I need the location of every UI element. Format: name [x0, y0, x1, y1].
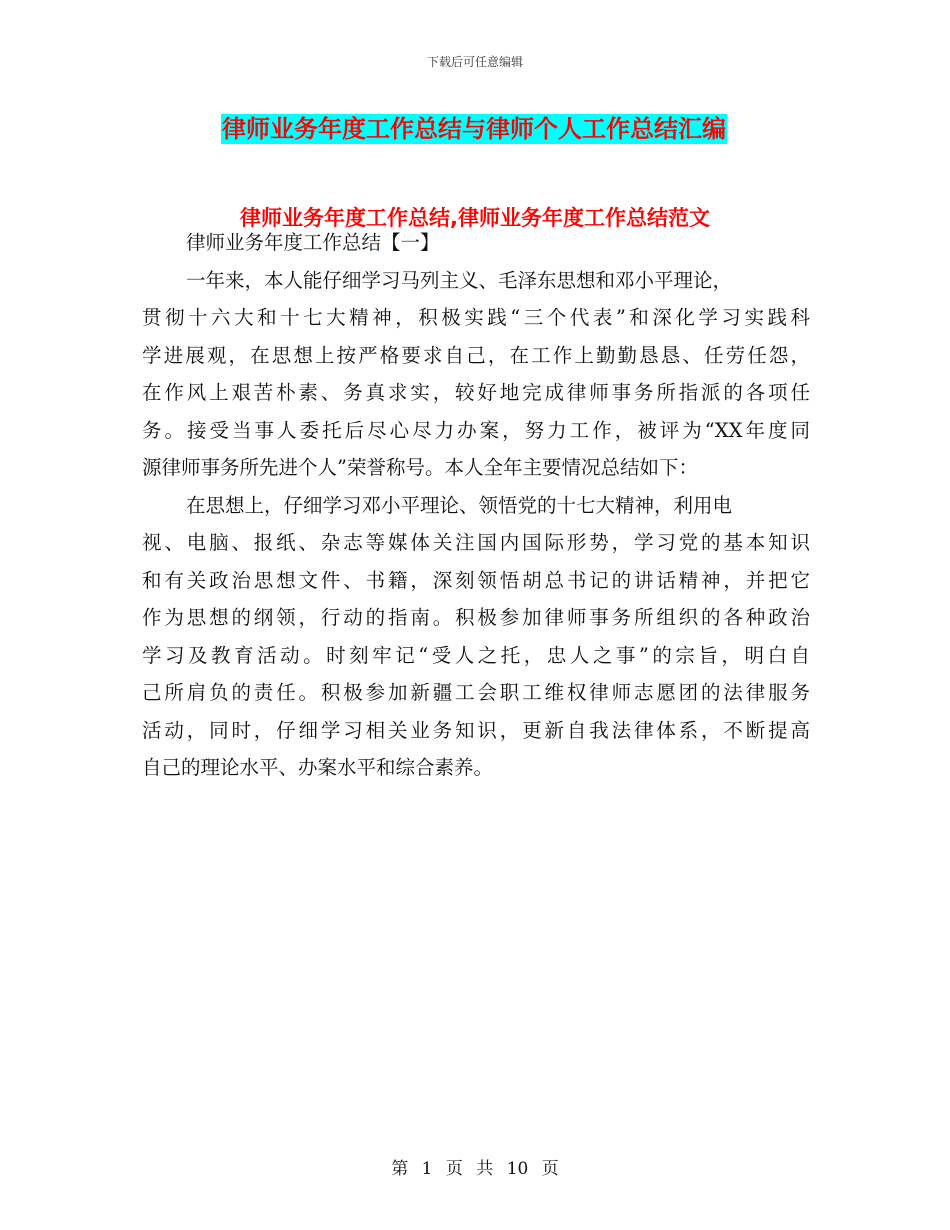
paragraph-2-line: 自己的理论水平、办案水平和综合素养。 [142, 756, 494, 779]
paragraph-2-line: 学习及教育活动。时刻牢记“受人之托，忠人之事”的宗旨，明白自 [142, 643, 810, 667]
header-note: 下载后可任意编辑 [426, 55, 523, 69]
paragraph-2-line: 活动，同时，仔细学习相关业务知识，更新自我法律体系，不断提高 [142, 718, 810, 742]
paragraph-1-line: 贯彻十六大和十七大精神，积极实践“三个代表”和深化学习实践科 [142, 306, 810, 329]
page-footer: 第 1 页 共 10 页 [391, 1159, 559, 1179]
section-title: 律师业务年度工作总结,律师业务年度工作总结范文 [240, 206, 710, 230]
paragraph-1-line: 源律师事务所先进个人”荣誉称号。本人全年主要情况总结如下： [142, 456, 698, 479]
paragraph-1-line: 务。接受当事人委托后尽心尽力办案，努力工作，被评为“XX年度同 [142, 418, 810, 442]
paragraph-1 [142, 262, 810, 487]
document-body [142, 224, 810, 787]
paragraph-2-line: 和有关政治思想文件、书籍，深刻领悟胡总书记的讲话精神，并把它 [142, 568, 810, 592]
paragraph-1-line: 学进展观，在思想上按严格要求自己，在工作上勤勤恳恳、任劳任怨， [142, 343, 810, 367]
paragraph-1-line: 一年来，本人能仔细学习马列主义、毛泽东思想和邓小平理论， [186, 268, 733, 292]
paragraph-2-line: 在思想上，仔细学习邓小平理论、领悟党的十七大精神，利用电 [186, 493, 733, 517]
paragraph-2-line: 视、电脑、报纸、杂志等媒体关注国内国际形势，学习党的基本知识 [142, 531, 810, 554]
subheading: 律师业务年度工作总结【一】 [186, 231, 440, 254]
paragraph-1-line: 在作风上艰苦朴素、务真求实，较好地完成律师事务所指派的各项任 [142, 381, 810, 404]
document-title: 律师业务年度工作总结与律师个人工作总结汇编 [222, 115, 726, 143]
paragraph-2-line: 己所肩负的责任。积极参加新疆工会职工维权律师志愿团的法律服务 [142, 681, 810, 704]
paragraph-2 [142, 487, 810, 787]
paragraph-2-line: 作为思想的纲领，行动的指南。积极参加律师事务所组织的各种政治 [142, 606, 810, 629]
